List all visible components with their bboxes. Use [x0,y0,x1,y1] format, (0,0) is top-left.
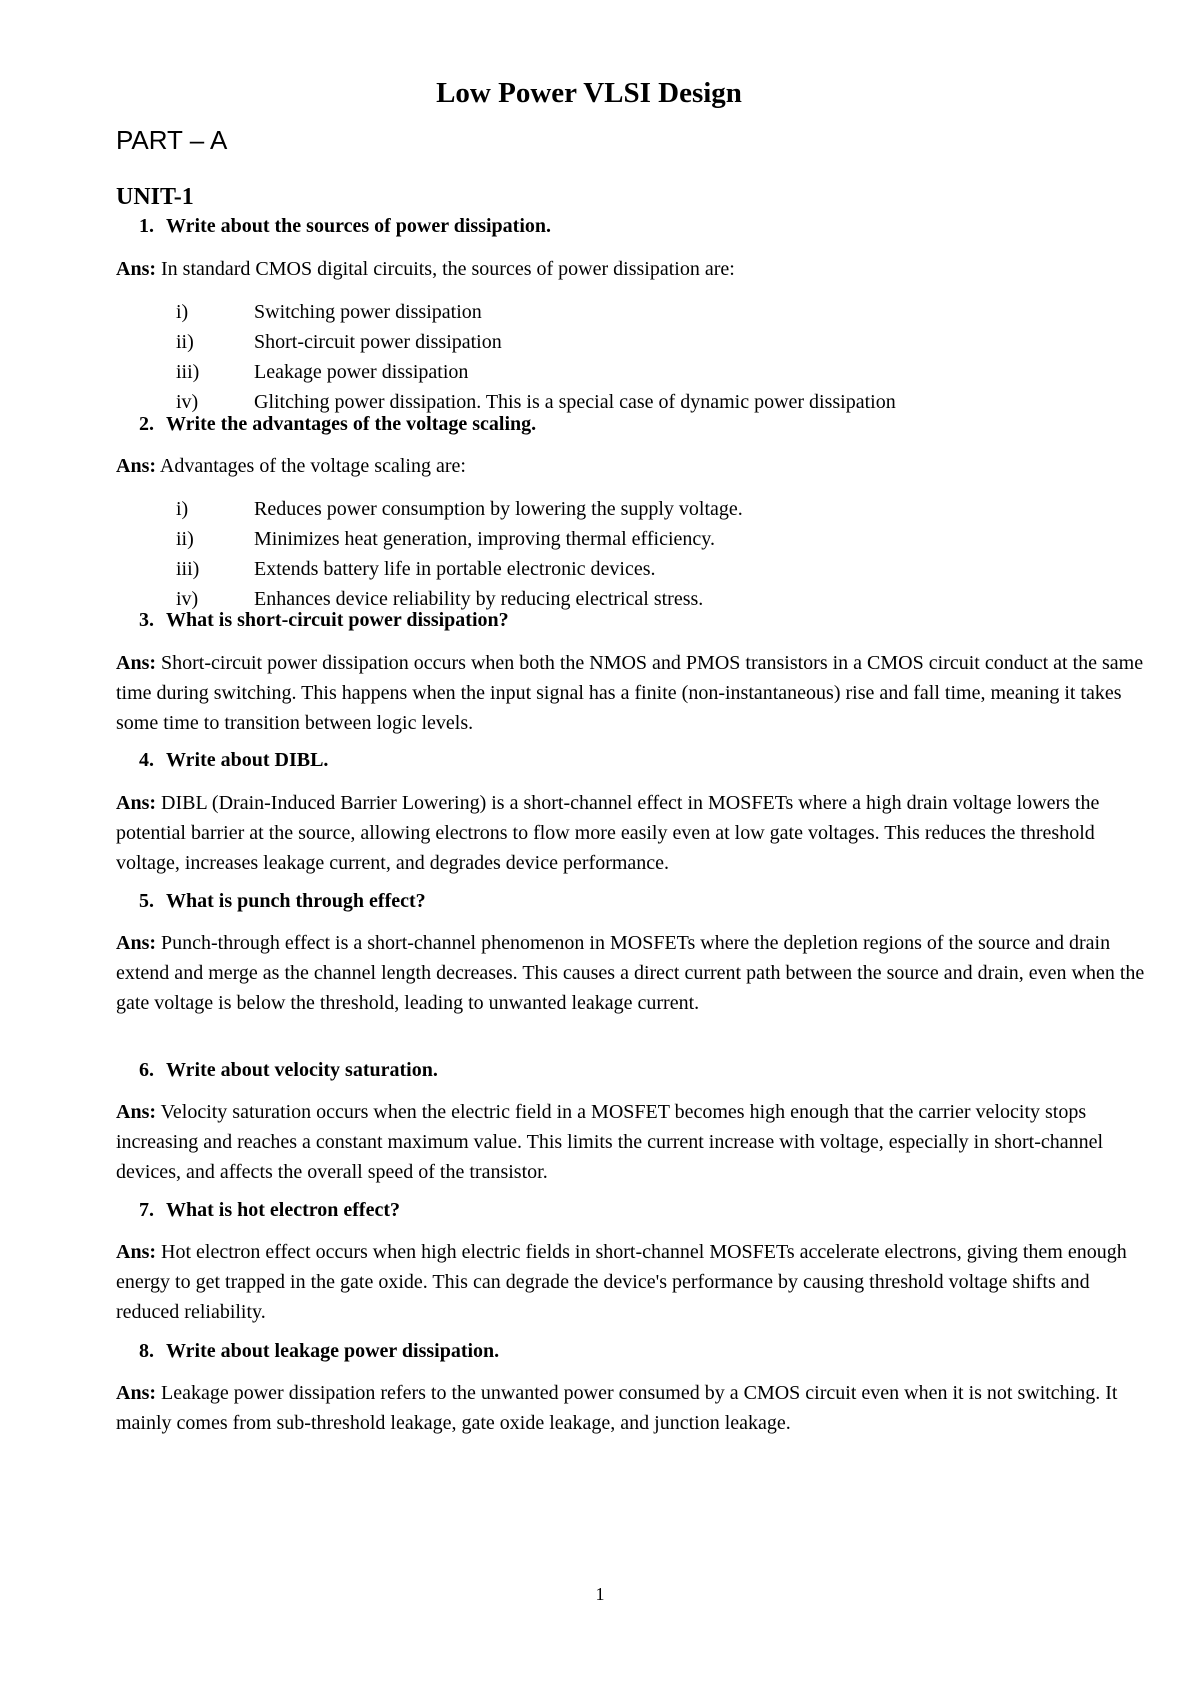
question-3 [116,607,509,633]
list-item [176,554,743,584]
question-text: Write about DIBL. [166,749,329,771]
list-item [176,327,896,357]
question-number: 1. [139,215,154,237]
answer-text: In standard CMOS digital circuits, the sources of power dissipation are: [161,258,735,280]
list-marker: ii) [176,331,194,353]
list-item-text: Glitching power dissipation. This is a special case of dynamic power dissipation [254,391,896,413]
question-number: 5. [139,890,154,912]
answer-6 [116,1097,1150,1187]
answer-label: Ans: [116,792,157,814]
question-text: Write about leakage power dissipation. [166,1340,500,1362]
question-1 [116,213,551,239]
answer-text: Leakage power dissipation refers to the unwanted power consumed by a CMOS circuit even when it is not switching. It mainly comes from sub-threshold leakage, gate oxide leakage, and junction leakage. [116,1382,1118,1434]
question-7 [116,1197,400,1223]
answer-2-list [176,494,743,614]
list-item [176,494,743,524]
answer-5 [116,928,1150,1018]
list-marker: iv) [176,588,199,610]
list-item-text: Enhances device reliability by reducing electrical stress. [254,588,704,610]
answer-8 [116,1378,1150,1438]
answer-1-list [176,297,896,417]
answer-2 [116,451,1150,481]
question-4 [116,747,328,773]
question-2 [116,411,536,437]
question-number: 4. [139,749,154,771]
part-heading: PART – A [116,125,228,155]
list-item [176,297,896,327]
question-number: 8. [139,1340,154,1362]
list-item [176,524,743,554]
list-item-text: Reduces power consumption by lowering the supply voltage. [254,498,743,520]
list-marker: iv) [176,391,199,413]
answer-label: Ans: [116,1241,157,1263]
answer-7 [116,1237,1150,1327]
list-marker: i) [176,301,189,323]
answer-label: Ans: [116,1382,157,1404]
answer-label: Ans: [116,1101,157,1123]
answer-text: Velocity saturation occurs when the electric field in a MOSFET becomes high enough that the carrier velocity stops increasing and reaches a constant maximum value. This limits the current increase with voltage, especially in short-channel devices, and affects the overall speed of the transistor. [116,1101,1104,1183]
question-number: 3. [139,609,154,631]
list-item-text: Extends battery life in portable electronic devices. [254,558,656,580]
question-text: Write about the sources of power dissipation. [166,215,552,237]
answer-label: Ans: [116,455,157,477]
question-text: Write the advantages of the voltage scaling. [166,413,537,435]
list-marker: ii) [176,528,194,550]
list-item [176,357,896,387]
question-text: What is punch through effect? [166,890,426,912]
question-8 [116,1338,499,1364]
list-item-text: Switching power dissipation [254,301,482,323]
answer-text: Punch-through effect is a short-channel phenomenon in MOSFETs where the depletion regions of the source and drain extend and merge as the channel length decreases. This causes a direct current path between the source and drain, even when the gate voltage is below the threshold, leading to unwanted leakage current. [116,932,1145,1014]
answer-text: Short-circuit power dissipation occurs when both the NMOS and PMOS transistors in a CMOS circuit conduct at the same time during switching. This happens when the input signal has a finite (non-instantaneous) rise and fall time, meaning it takes some time to transition between logic levels. [116,652,1144,734]
question-text: What is short-circuit power dissipation? [166,609,509,631]
list-item-text: Minimizes heat generation, improving thermal efficiency. [254,528,715,550]
question-number: 2. [139,413,154,435]
answer-3 [116,648,1150,738]
list-marker: iii) [176,558,200,580]
question-text: What is hot electron effect? [166,1199,401,1221]
answer-4 [116,788,1150,878]
list-marker: i) [176,498,189,520]
list-item-text: Leakage power dissipation [254,361,469,383]
answer-text: Advantages of the voltage scaling are: [159,455,466,477]
answer-1 [116,254,1150,284]
question-5 [116,888,426,914]
list-marker: iii) [176,361,200,383]
document-title: Low Power VLSI Design [436,77,742,109]
question-number: 7. [139,1199,154,1221]
answer-label: Ans: [116,932,157,954]
list-item-text: Short-circuit power dissipation [254,331,502,353]
page-number: 1 [595,1584,605,1604]
question-number: 6. [139,1059,154,1081]
question-text: Write about velocity saturation. [166,1059,438,1081]
answer-label: Ans: [116,652,157,674]
question-6 [116,1057,438,1083]
answer-label: Ans: [116,258,157,280]
answer-text: DIBL (Drain-Induced Barrier Lowering) is a short-channel effect in MOSFETs where a high drain voltage lowers the potential barrier at the source, allowing electrons to flow more easily even at low gate voltages. This reduces the threshold voltage, increases leakage current, and degrades device performance. [116,792,1100,874]
answer-text: Hot electron effect occurs when high electric fields in short-channel MOSFETs accelerate electrons, giving them enough energy to get trapped in the gate oxide. This can degrade the device's performance by causing threshold voltage shifts and reduced reliability. [116,1241,1127,1323]
unit-heading: UNIT-1 [116,184,194,210]
